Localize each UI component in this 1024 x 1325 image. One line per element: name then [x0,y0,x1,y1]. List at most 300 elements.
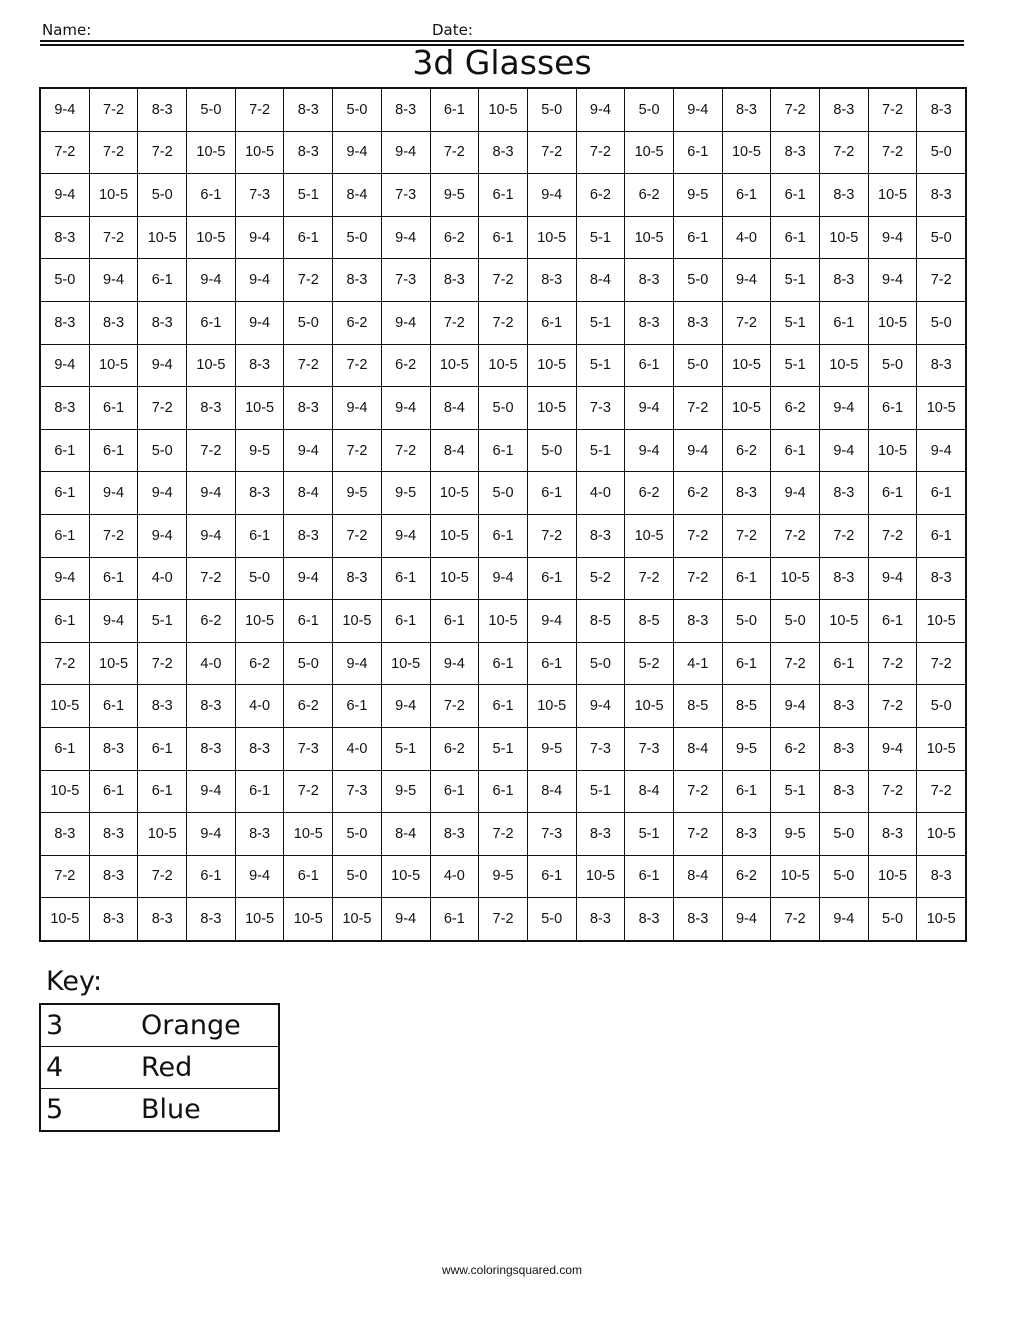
grid-cell: 6-1 [40,514,89,557]
grid-cell: 9-4 [479,557,528,600]
grid-cell: 9-4 [381,387,430,430]
grid-cell: 8-3 [479,131,528,174]
grid-cell: 6-2 [771,727,820,770]
grid-cell: 6-1 [284,216,333,259]
grid-cell: 5-1 [576,344,625,387]
grid-cell: 5-0 [235,557,284,600]
grid-cell: 9-4 [284,557,333,600]
grid-cell: 9-4 [673,429,722,472]
grid-cell: 9-5 [381,472,430,515]
grid-cell: 8-3 [722,472,771,515]
grid-cell: 4-1 [673,642,722,685]
grid-cell: 6-1 [479,429,528,472]
grid-row [40,131,966,174]
grid-cell: 8-3 [673,898,722,941]
grid-cell: 8-5 [625,600,674,643]
grid-cell: 5-0 [527,88,576,131]
grid-cell: 10-5 [527,387,576,430]
grid-cell: 6-2 [625,174,674,217]
grid-cell: 5-0 [820,855,869,898]
grid-cell: 9-4 [235,301,284,344]
grid-cell: 8-3 [40,216,89,259]
grid-cell: 6-1 [722,174,771,217]
grid-cell: 6-1 [722,770,771,813]
grid-cell: 6-1 [89,429,138,472]
grid-cell: 9-5 [527,727,576,770]
key-label: Key: [46,966,103,997]
grid-cell: 7-3 [576,387,625,430]
grid-cell: 6-1 [479,685,528,728]
grid-cell: 7-2 [868,514,917,557]
grid-cell: 10-5 [625,131,674,174]
grid-cell: 10-5 [917,727,966,770]
grid-cell: 5-0 [187,88,236,131]
subtraction-grid [39,87,967,942]
grid-cell: 10-5 [527,216,576,259]
grid-cell: 6-1 [40,727,89,770]
grid-cell: 5-1 [771,259,820,302]
grid-cell: 7-2 [868,131,917,174]
grid-cell: 8-3 [576,898,625,941]
grid-cell: 8-3 [527,259,576,302]
grid-row [40,727,966,770]
grid-cell: 8-3 [625,898,674,941]
grid-cell: 10-5 [430,514,479,557]
key-number: 3 [40,1004,141,1047]
grid-cell: 5-0 [576,642,625,685]
grid-cell: 8-3 [917,855,966,898]
grid-cell: 10-5 [625,685,674,728]
grid-cell: 8-3 [820,259,869,302]
grid-cell: 10-5 [235,898,284,941]
grid-cell: 6-1 [625,855,674,898]
grid-cell: 9-4 [868,216,917,259]
grid-cell: 7-2 [771,642,820,685]
grid-cell: 8-3 [625,259,674,302]
grid-cell: 8-5 [673,685,722,728]
grid-cell: 8-3 [89,727,138,770]
grid-cell: 5-0 [868,898,917,941]
grid-cell: 9-4 [138,514,187,557]
grid-row [40,685,966,728]
grid-cell: 10-5 [868,429,917,472]
grid-cell: 4-0 [430,855,479,898]
grid-cell: 9-5 [722,727,771,770]
grid-cell: 8-3 [576,514,625,557]
grid-cell: 7-2 [722,301,771,344]
grid-cell: 8-3 [187,727,236,770]
grid-cell: 7-3 [527,813,576,856]
grid-cell: 8-3 [820,472,869,515]
grid-cell: 5-0 [771,600,820,643]
grid-cell: 7-2 [284,770,333,813]
grid-cell: 4-0 [187,642,236,685]
grid-cell: 8-3 [138,685,187,728]
grid-cell: 6-1 [333,685,382,728]
grid-cell: 10-5 [576,855,625,898]
grid-cell: 7-2 [138,855,187,898]
grid-cell: 10-5 [235,131,284,174]
grid-cell: 8-3 [576,813,625,856]
grid-cell: 7-2 [673,387,722,430]
grid-cell: 7-2 [820,514,869,557]
grid-cell: 7-2 [673,813,722,856]
grid-cell: 7-3 [235,174,284,217]
name-label: Name: [42,21,92,39]
grid-cell: 5-0 [333,855,382,898]
grid-cell: 10-5 [284,813,333,856]
grid-cell: 10-5 [89,174,138,217]
grid-cell: 7-2 [235,88,284,131]
grid-cell: 10-5 [40,770,89,813]
grid-cell: 7-2 [917,642,966,685]
grid-cell: 8-4 [527,770,576,813]
grid-cell: 10-5 [820,344,869,387]
grid-cell: 10-5 [722,387,771,430]
grid-cell: 5-1 [576,770,625,813]
grid-cell: 5-1 [771,770,820,813]
grid-cell: 5-0 [333,216,382,259]
grid-cell: 5-0 [284,642,333,685]
key-color: Red [141,1047,279,1089]
grid-cell: 10-5 [235,600,284,643]
grid-cell: 9-4 [333,131,382,174]
grid-cell: 5-1 [479,727,528,770]
grid-cell: 8-3 [40,387,89,430]
grid-cell: 6-1 [479,642,528,685]
grid-cell: 7-2 [381,429,430,472]
grid-cell: 7-2 [868,770,917,813]
grid-cell: 8-3 [138,898,187,941]
grid-cell: 9-5 [771,813,820,856]
grid-cell: 5-1 [284,174,333,217]
grid-cell: 8-3 [381,88,430,131]
grid-row [40,216,966,259]
grid-cell: 9-4 [722,898,771,941]
grid-cell: 8-3 [284,131,333,174]
grid-cell: 5-0 [333,813,382,856]
grid-cell: 8-3 [722,88,771,131]
grid-cell: 8-3 [917,174,966,217]
grid-cell: 6-1 [138,770,187,813]
grid-row [40,88,966,131]
grid-cell: 9-4 [625,429,674,472]
grid-cell: 8-3 [430,813,479,856]
grid-cell: 10-5 [868,301,917,344]
grid-cell: 6-2 [235,642,284,685]
grid-cell: 7-2 [479,301,528,344]
grid-cell: 5-2 [625,642,674,685]
grid-cell: 7-2 [527,131,576,174]
grid-cell: 10-5 [138,813,187,856]
grid-cell: 8-5 [722,685,771,728]
key-color: Blue [141,1089,279,1132]
grid-cell: 6-1 [235,770,284,813]
grid-row [40,344,966,387]
grid-cell: 7-2 [333,514,382,557]
grid-cell: 8-5 [576,600,625,643]
grid-cell: 5-1 [625,813,674,856]
grid-cell: 6-1 [722,642,771,685]
grid-cell: 6-1 [917,514,966,557]
grid-cell: 6-1 [187,301,236,344]
grid-cell: 5-1 [138,600,187,643]
grid-cell: 7-2 [40,642,89,685]
grid-cell: 8-3 [673,600,722,643]
grid-cell: 6-1 [771,174,820,217]
grid-cell: 10-5 [479,600,528,643]
grid-cell: 7-2 [722,514,771,557]
grid-cell: 8-3 [820,88,869,131]
grid-cell: 6-1 [430,898,479,941]
grid-cell: 8-4 [576,259,625,302]
grid-row [40,429,966,472]
grid-cell: 6-1 [138,727,187,770]
grid-cell: 10-5 [89,642,138,685]
grid-cell: 7-2 [868,685,917,728]
grid-cell: 10-5 [527,344,576,387]
grid-cell: 9-4 [333,387,382,430]
grid-cell: 5-1 [771,301,820,344]
grid-cell: 5-0 [722,600,771,643]
grid-cell: 8-3 [40,301,89,344]
grid-cell: 8-3 [820,174,869,217]
grid-cell: 6-1 [479,770,528,813]
grid-cell: 6-1 [187,855,236,898]
grid-cell: 6-1 [40,600,89,643]
grid-cell: 8-3 [284,387,333,430]
grid-cell: 6-1 [235,514,284,557]
grid-cell: 7-2 [673,557,722,600]
grid-cell: 9-4 [381,898,430,941]
grid-cell: 4-0 [138,557,187,600]
grid-cell: 9-4 [381,131,430,174]
grid-cell: 8-3 [625,301,674,344]
grid-cell: 5-0 [284,301,333,344]
grid-cell: 6-1 [89,770,138,813]
grid-cell: 6-2 [673,472,722,515]
grid-cell: 7-2 [89,514,138,557]
grid-row [40,898,966,941]
grid-cell: 7-2 [89,131,138,174]
grid-cell: 5-0 [527,898,576,941]
grid-cell: 6-1 [673,216,722,259]
key-row [40,1004,279,1047]
grid-cell: 6-1 [89,557,138,600]
grid-cell: 5-0 [625,88,674,131]
grid-cell: 6-1 [527,472,576,515]
grid-cell: 7-2 [430,301,479,344]
grid-cell: 9-4 [235,259,284,302]
grid-cell: 10-5 [917,387,966,430]
grid-cell: 9-4 [40,88,89,131]
grid-cell: 4-0 [576,472,625,515]
grid-cell: 8-3 [820,770,869,813]
grid-cell: 9-4 [673,88,722,131]
grid-cell: 8-4 [673,727,722,770]
grid-cell: 6-1 [89,685,138,728]
grid-cell: 10-5 [820,216,869,259]
grid-cell: 5-0 [917,685,966,728]
grid-cell: 9-4 [40,344,89,387]
grid-cell: 7-2 [430,685,479,728]
grid-cell: 7-2 [868,88,917,131]
grid-cell: 8-3 [430,259,479,302]
key-color: Orange [141,1004,279,1047]
grid-cell: 6-2 [333,301,382,344]
grid-row [40,259,966,302]
grid-row [40,301,966,344]
grid-cell: 6-1 [868,387,917,430]
grid-cell: 6-1 [625,344,674,387]
grid-cell: 10-5 [138,216,187,259]
grid-cell: 9-5 [381,770,430,813]
grid-cell: 5-0 [917,301,966,344]
grid-cell: 9-4 [381,216,430,259]
grid-cell: 6-1 [820,301,869,344]
grid-cell: 10-5 [430,344,479,387]
grid-cell: 9-4 [89,472,138,515]
grid-cell: 9-4 [576,685,625,728]
grid-cell: 6-2 [381,344,430,387]
grid-cell: 8-3 [40,813,89,856]
grid-cell: 8-3 [235,727,284,770]
grid-cell: 10-5 [187,131,236,174]
grid-cell: 6-2 [430,727,479,770]
grid-cell: 9-4 [333,642,382,685]
grid-cell: 7-2 [138,642,187,685]
grid-cell: 9-5 [430,174,479,217]
grid-cell: 6-1 [40,429,89,472]
grid-cell: 8-3 [917,344,966,387]
grid-cell: 10-5 [625,514,674,557]
grid-cell: 9-4 [40,557,89,600]
grid-cell: 10-5 [187,344,236,387]
grid-cell: 9-4 [625,387,674,430]
grid-cell: 10-5 [868,174,917,217]
grid-cell: 7-2 [284,344,333,387]
grid-cell: 9-4 [381,514,430,557]
grid-cell: 5-1 [576,301,625,344]
grid-row [40,770,966,813]
grid-cell: 10-5 [868,855,917,898]
grid-row [40,600,966,643]
grid-cell: 10-5 [771,557,820,600]
grid-cell: 6-1 [40,472,89,515]
grid-cell: 7-2 [40,855,89,898]
grid-cell: 7-2 [284,259,333,302]
grid-cell: 6-1 [771,216,820,259]
grid-cell: 8-3 [333,259,382,302]
grid-cell: 7-3 [381,259,430,302]
grid-cell: 8-4 [333,174,382,217]
grid-cell: 9-4 [527,174,576,217]
grid-cell: 9-4 [820,429,869,472]
grid-cell: 9-4 [187,813,236,856]
grid-cell: 7-2 [771,88,820,131]
grid-cell: 8-4 [673,855,722,898]
grid-cell: 10-5 [625,216,674,259]
grid-cell: 6-2 [576,174,625,217]
grid-cell: 4-0 [235,685,284,728]
grid-cell: 8-3 [673,301,722,344]
grid-cell: 8-4 [381,813,430,856]
grid-cell: 7-2 [771,514,820,557]
grid-row [40,855,966,898]
grid-cell: 7-3 [284,727,333,770]
grid-cell: 8-3 [722,813,771,856]
grid-cell: 9-4 [187,770,236,813]
grid-cell: 10-5 [479,344,528,387]
grid-cell: 10-5 [284,898,333,941]
grid-cell: 10-5 [333,898,382,941]
color-key-table [39,1003,280,1132]
grid-cell: 5-0 [820,813,869,856]
grid-cell: 5-1 [381,727,430,770]
grid-cell: 8-3 [284,514,333,557]
grid-cell: 6-1 [673,131,722,174]
grid-cell: 8-3 [235,344,284,387]
grid-cell: 9-4 [187,259,236,302]
grid-cell: 6-1 [722,557,771,600]
grid-cell: 7-3 [381,174,430,217]
grid-cell: 6-2 [430,216,479,259]
grid-cell: 5-0 [40,259,89,302]
grid-cell: 9-4 [187,514,236,557]
grid-cell: 10-5 [820,600,869,643]
key-number: 4 [40,1047,141,1089]
grid-cell: 6-1 [868,600,917,643]
grid-cell: 7-2 [917,770,966,813]
grid-cell: 7-2 [333,344,382,387]
grid-cell: 8-3 [89,855,138,898]
grid-cell: 6-1 [527,557,576,600]
grid-row [40,642,966,685]
grid-cell: 7-2 [479,898,528,941]
grid-cell: 9-4 [284,429,333,472]
grid-cell: 8-3 [868,813,917,856]
grid-cell: 10-5 [917,898,966,941]
grid-cell: 5-2 [576,557,625,600]
grid-cell: 7-2 [40,131,89,174]
grid-cell: 9-5 [673,174,722,217]
grid-cell: 9-4 [89,259,138,302]
grid-cell: 6-1 [479,174,528,217]
grid-cell: 7-2 [868,642,917,685]
grid-cell: 6-1 [284,855,333,898]
grid-cell: 9-4 [868,557,917,600]
grid-row [40,472,966,515]
grid-row [40,387,966,430]
grid-cell: 10-5 [40,685,89,728]
grid-cell: 9-4 [381,685,430,728]
grid-cell: 9-5 [235,429,284,472]
grid-row [40,813,966,856]
grid-cell: 8-3 [89,813,138,856]
grid-cell: 8-3 [917,88,966,131]
grid-cell: 8-4 [284,472,333,515]
grid-cell: 9-4 [868,727,917,770]
grid-cell: 4-0 [722,216,771,259]
header-rule-top [40,40,964,42]
grid-row [40,514,966,557]
grid-cell: 6-1 [89,387,138,430]
grid-cell: 7-2 [576,131,625,174]
grid-cell: 8-3 [89,898,138,941]
grid-cell: 7-2 [673,770,722,813]
grid-cell: 7-2 [625,557,674,600]
grid-cell: 8-3 [820,685,869,728]
